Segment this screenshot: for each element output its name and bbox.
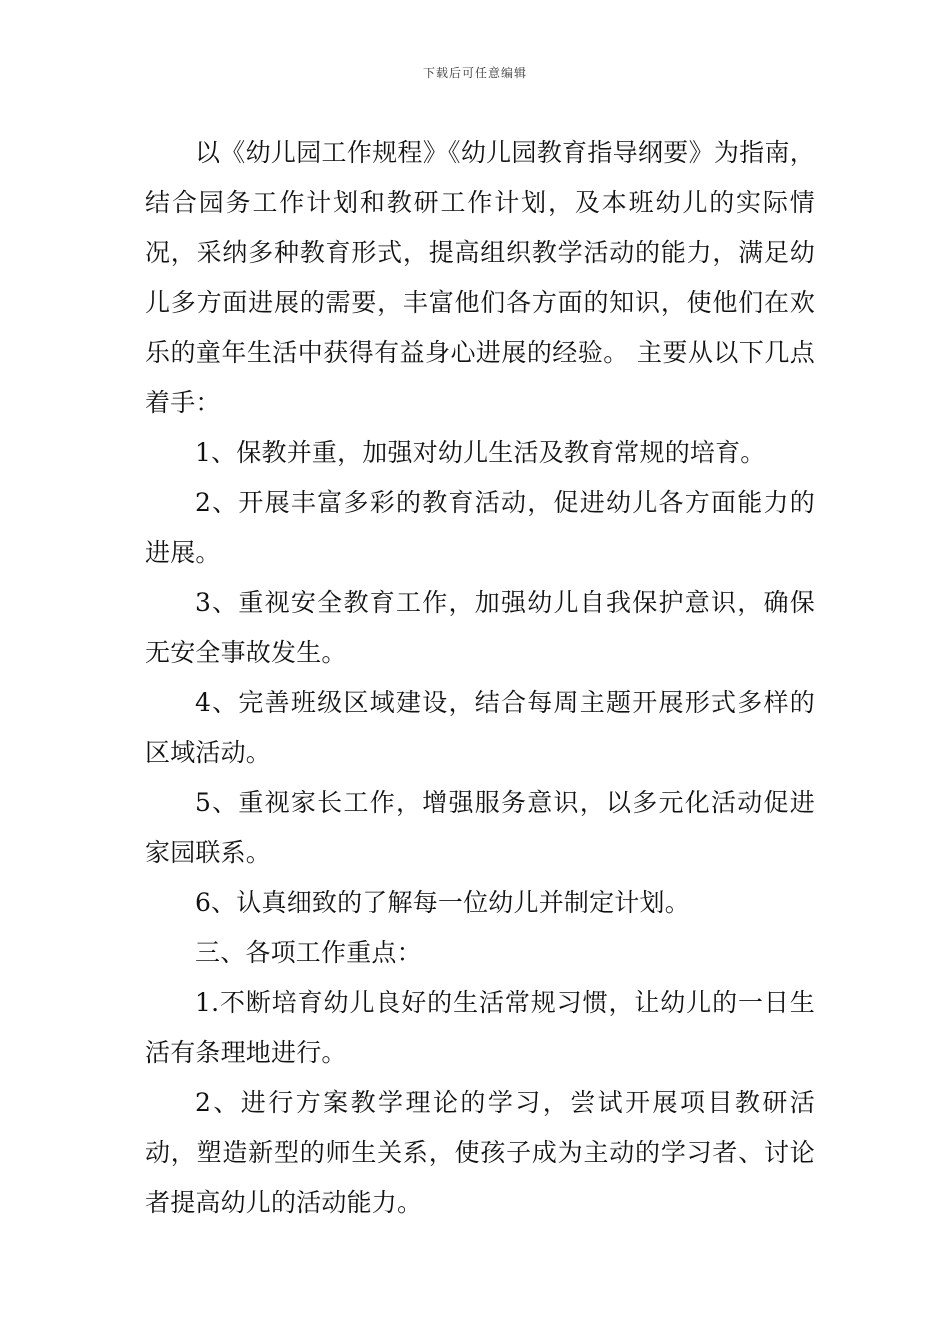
- section-heading: 三、各项工作重点：: [195, 938, 422, 967]
- list-item-3: 3、重视安全教育工作，加强幼儿自我保护意识，确保无安全事故发生。: [145, 588, 815, 667]
- key-point-1: 1.不断培育幼儿良好的生活常规习惯，让幼儿的一日生活有条理地进行。: [145, 988, 815, 1067]
- intro-paragraph: 以《幼儿园工作规程》《幼儿园教育指导纲要》为指南，结合园务工作计划和教研工作计划，及本班幼儿的实际情况，采纳多种教育形式，提高组织教学活动的能力，满足幼儿多方面进展的需要，丰富他们各方面的知识，使他们在欢乐的童年生活中获得有益身心进展的经验。 主要从以下几点着手：: [145, 138, 815, 417]
- list-item-1: 1、保教并重，加强对幼儿生活及教育常规的培育。: [195, 438, 766, 467]
- list-item-5: 5、重视家长工作，增强服务意识，以多元化活动促进家园联系。: [145, 788, 815, 867]
- header-note: 下载后可任意编辑: [422, 66, 527, 80]
- list-item-4: 4、完善班级区域建设，结合每周主题开展形式多样的区域活动。: [145, 688, 815, 767]
- list-item-6: 6、认真细致的了解每一位幼儿并制定计划。: [195, 888, 690, 917]
- list-item-2: 2、开展丰富多彩的教育活动，促进幼儿各方面能力的进展。: [145, 488, 815, 567]
- document-body: [145, 128, 815, 1228]
- key-point-2: 2、进行方案教学理论的学习，尝试开展项目教研活动，塑造新型的师生关系，使孩子成为主动的学习者、讨论者提高幼儿的活动能力。: [145, 1088, 815, 1217]
